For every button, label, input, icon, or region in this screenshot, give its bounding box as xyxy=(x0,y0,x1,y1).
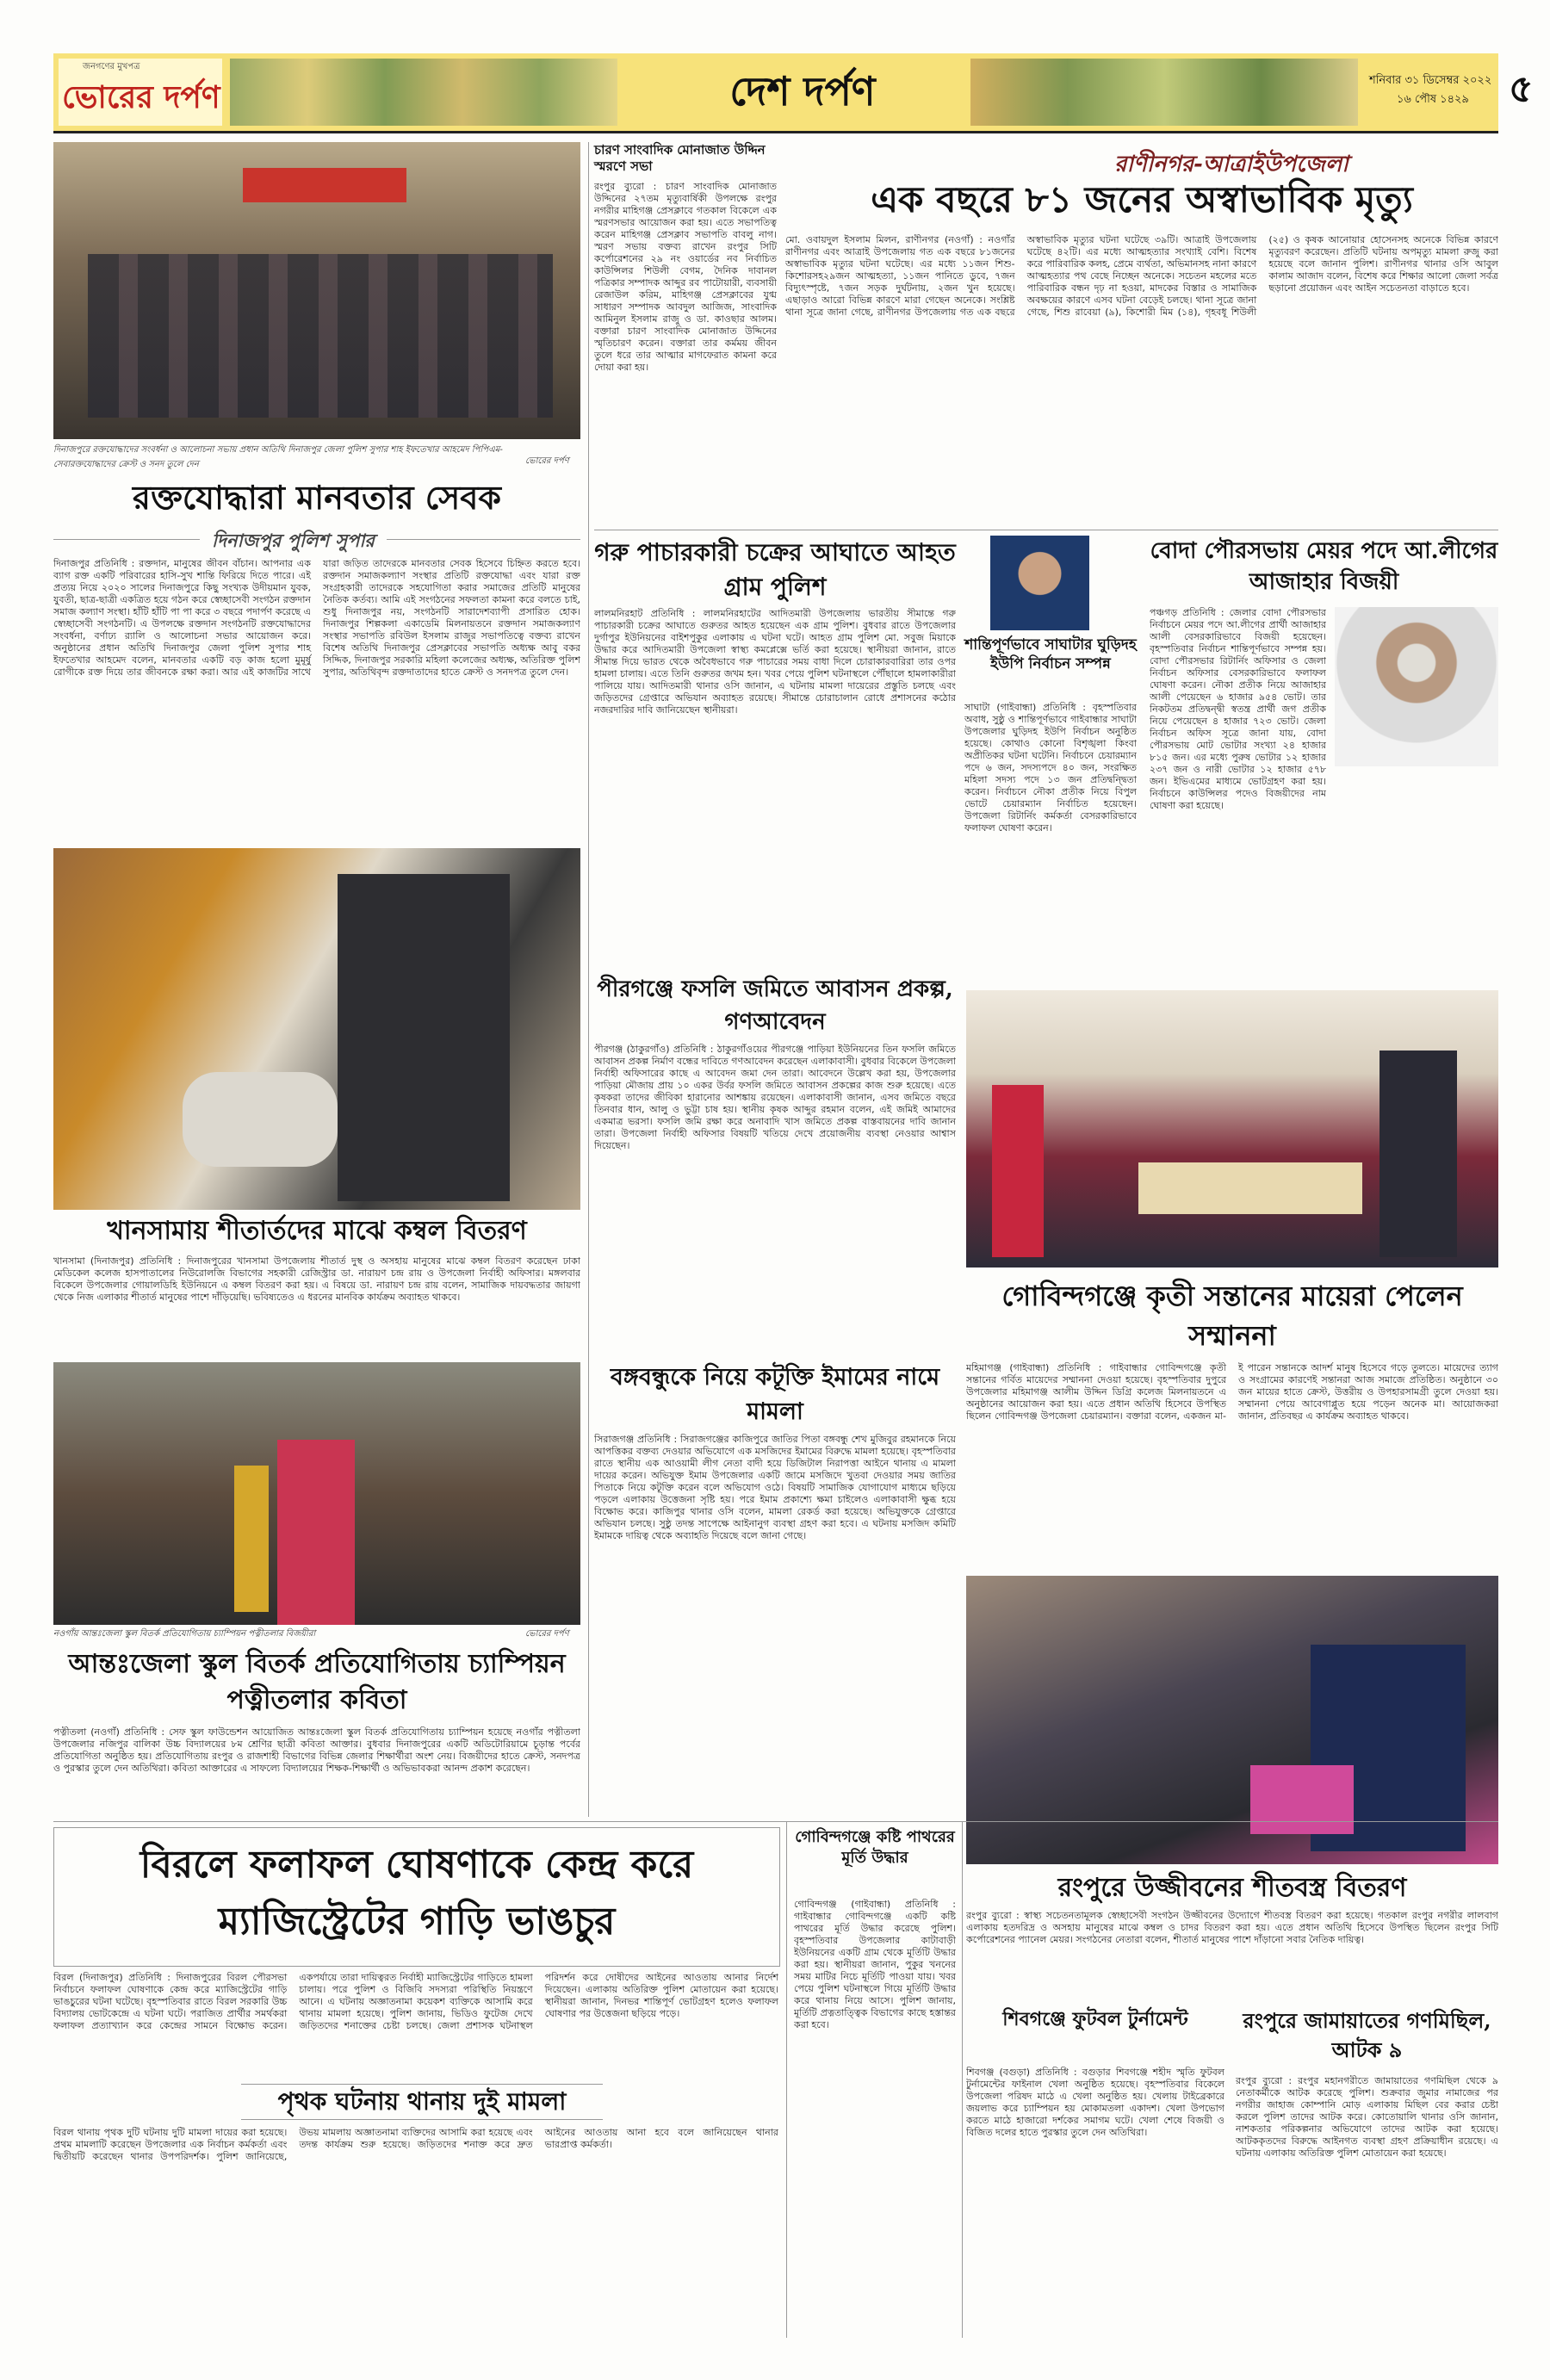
subhead-text: দিনাজপুর পুলিশ সুপার xyxy=(200,527,387,557)
section-title: দেশ দর্পণ xyxy=(729,68,876,115)
article-body-birol-magistrate: বিরল (দিনাজপুর) প্রতিনিধি : দিনাজপুরের বিরল পৌরসভা নির্বাচনে ফলাফল ঘোষণাকে কেন্দ্র করে ম্যাজিস্ট্রেটের গাড়ি ভাঙচুরের ঘটনা ঘটেছে। বৃহস্পতিবার রাতে বিরল সরকারি উচ্চ বিদ্যালয় ভোটকেন্দ্রে এ ঘটনা ঘটে। পরাজিত প্রার্থীর সমর্থকরা ফলাফল প্রত্যাখ্যান করে কেন্দ্রের সামনে বিক্ষোভ করেন। একপর্যায়ে তারা দায়িত্বরত নির্বাহী ম্যাজিস্ট্রেটের গাড়িতে হামলা চালায়। পরে পুলিশ ও বিজিবি সদস্যরা পরিস্থিতি নিয়ন্ত্রণে আনে। এ ঘটনায় অজ্ঞাতনামা কয়েকশ ব্যক্তিকে আসামি করে থানায় মামলা হয়েছে। পুলিশ জানায়, ভিডিও ফুটেজ দেখে জড়িতদের শনাক্তের চেষ্টা চলছে। জেলা প্রশাসক ঘটনাস্থল পরিদর্শন করে দোষীদের আইনের আওতায় আনার নির্দেশ দিয়েছেন। এলাকায় অতিরিক্ত পুলিশ মোতায়েন করা হয়েছে। স্থানীয়রা জানান, দিনভর শান্তিপূর্ণ ভোটগ্রহণ হলেও ফলাফল ঘোষণার পর উত্তেজনা ছড়িয়ে পড়ে। xyxy=(53,1972,778,2031)
paper-name: ভোরের দর্পণ xyxy=(62,79,220,115)
headline-jamaat-rally: রংপুরে জামায়াতের গণমিছিল, আটক ৯ xyxy=(1243,2008,1491,2062)
photo-caption: নওগাঁয় আন্তঃজেলা স্কুল বিতর্ক প্রতিযোগিতায় চ্যাম্পিয়ন পত্নীতলার বিজয়ীরা xyxy=(53,1629,316,1639)
article-body-statue-recovered: গোবিন্দগঞ্জ (গাইবান্ধা) প্রতিনিধি : গাইবান্ধার গোবিন্দগঞ্জে একটি কষ্টি পাথরের মূর্তি উদ্ধার করেছে পুলিশ। বৃহস্পতিবার উপজেলার কাটাবাড়ী ইউনিয়নের একটি গ্রাম থেকে মূর্তিটি উদ্ধার করা হয়। স্থানীয়রা জানান, পুকুর খননের সময় মাটির নিচে মূর্তিটি পাওয়া যায়। খবর পেয়ে পুলিশ ঘটনাস্থলে গিয়ে মূর্তিটি উদ্ধার করে থানায় নিয়ে আসে। পুলিশ জানায়, মূর্তিটি প্রত্নতাত্ত্বিক বিভাগের কাছে হস্তান্তর করা হবে। xyxy=(794,1899,956,2030)
photo-caption: দিনাজপুরে রক্তযোদ্ধাদের সংবর্ধনা ও আলোচনা সভায় প্রধান অতিথি দিনাজপুর জেলা পুলিশ সুপার শাহ ইফতেখার আহমেদ পিপিএম-সেবারক্তযোদ্ধাদের ক্রেস্ট ও সনদ তুলে দেন xyxy=(53,445,503,469)
headline-ghuridah-election: শান্তিপূর্ণভাবে সাঘাটার ঘুড়িদহ ইউপি নির্বাচন সম্পন্ন xyxy=(964,636,1137,672)
article-body-cattle-smugglers: লালমনিরহাট প্রতিনিধি : লালমনিরহাটের আদিতমারী উপজেলায় ভারতীয় সীমান্তে গরু পাচারকারী চক্রের আঘাতে গুরুতর আহত হয়েছেন এক গ্রাম পুলিশ। বুধবার রাতে উপজেলার দুর্গাপুর ইউনিয়নের বাইশপুকুর এলাকায় এ ঘটনা ঘটে। আহত গ্রাম পুলিশ মো. সবুজ মিয়াকে উদ্ধার করে আদিতমারী উপজেলা স্বাস্থ্য কমপ্লেক্সে ভর্তি করা হয়েছে। স্থানীয়রা জানান, রাতে সীমান্ত দিয়ে ভারত থেকে অবৈধভাবে গরু পাচারের সময় বাধা দিলে চোরাকারবারিরা তার ওপর হামলা চালায়। এতে তিনি গুরুতর জখম হন। খবর পেয়ে পুলিশ ঘটনাস্থলে পৌঁছালে হামলাকারীরা পালিয়ে যায়। আদিতমারী থানার ওসি জানান, এ ঘটনায় মামলা দায়েরের প্রস্তুতি চলছে এবং জড়িতদের গ্রেপ্তারে অভিযান অব্যাহত রয়েছে। সীমান্তে চোরাচালান রোধে প্রশাসনের কঠোর নজরদারির দাবি জানিয়েছেন স্থানীয়রা। xyxy=(594,608,956,716)
article-body-81-deaths: মো. ওবায়দুল ইসলাম মিলন, রাণীনগর (নওগাঁ) : নওগাঁর রাণীনগর এবং আত্রাই উপজেলায় গত এক বছরে ৮১জনের অস্বাভাবিক মৃত্যুর ঘটনা ঘটেছে। এর মধ্যে ১১জন শিশু-কিশোরসহ২৯জন আত্মহত্যা, ১১জন পানিতে ডুবে, ৭জন বিদ্যুৎস্পৃষ্টে, ৭জন সড়ক দুর্ঘটনায়, ২জন খুন হয়েছে। এছাড়াও আরো বিভিন্ন কারণে মারা গেছেন অনেকে। সংশ্লিষ্ট থানা সূত্রে জানা গেছে, রাণীনগর উপজেলায় গত এক বছরে অস্বাভাবিক মৃত্যুর ঘটনা ঘটেছে ৩৯টি। আত্রাই উপজেলায় ঘটেছে ৪২টি। এর মধ্যে আত্মহত্যার সংখ্যাই বেশি। বিশেষ করে পারিবারিক কলহ, প্রেমে ব্যর্থতা, অভিমানসহ নানা কারণে আত্মহত্যার পথ বেছে নিচ্ছেন অনেকে। সচেতন মহলের মতে পারিবারিক বন্ধন দৃঢ় না হওয়া, মাদকের বিস্তার ও সামাজিক অবক্ষয়ের কারণে এসব ঘটনা বেড়েই চলছে। থানা সূত্রে জানা গেছে, শিশু রাবেয়া (৯), কিশোরী মিম (১৪), গৃহবধূ শিউলী (২৫) ও কৃষক আনোয়ার হোসেনসহ অনেকে বিভিন্ন কারণে মৃত্যুবরণ করেছেন। প্রতিটি ঘটনায় অপমৃত্যু মামলা রুজু করা হয়েছে বলে জানান পুলিশ। রাণীনগর থানার ওসি আবুল কালাম আজাদ বলেন, বিশেষ করে শিক্ষার আলো জেলা সর্বত্র ছড়ানো প্রয়োজন এবং আইন সচেতনতা বাড়াতে হবে। xyxy=(785,234,1498,318)
headline-rangpur-winter-clothes: রংপুরে উজ্জীবনের শীতবস্ত্র বিতরণ xyxy=(1057,1873,1407,1903)
subhead-blood-donors xyxy=(53,527,580,551)
blood-donors-photo xyxy=(53,142,580,439)
headline-pirganj-housing: পীরগঞ্জে ফসলি জমিতে আবাসন প্রকল্প, গণআবেদন xyxy=(597,976,953,1035)
headline-khansama-blankets: খানসামায় শীতার্তদের মাঝে কম্বল বিতরণ xyxy=(107,1216,527,1246)
masthead-photo-strip-left xyxy=(230,59,617,126)
headline-cattle-smugglers: গরু পাচারকারী চক্রের আঘাতে আহত গ্রাম পুলিশ xyxy=(594,538,956,601)
headline-blood-donors: রক্তযোদ্ধারা মানবতার সেবক xyxy=(133,478,501,517)
column-rule xyxy=(962,1821,963,2338)
column-rule xyxy=(786,1821,787,2338)
column-rule xyxy=(588,142,589,1817)
mayor-portrait-photo xyxy=(1335,607,1498,766)
article-body-ghuridah-election: সাঘাটা (গাইবান্ধা) প্রতিনিধি : বৃহস্পতিবার অবাধ, সুষ্ঠু ও শান্তিপূর্ণভাবে গাইবান্ধার সাঘাটা উপজেলার ঘুড়িদহ ইউপি নির্বাচন অনুষ্ঠিত হয়েছে। কোথাও কোনো বিশৃঙ্খলা কিংবা অপ্রীতিকর ঘটনা ঘটেনি। নির্বাচনে চেয়ারম্যান পদে ৬ জন, সদস্যপদে ৪০ জন, সংরক্ষিত মহিলা সদস্য পদে ১৩ জন প্রতিদ্বন্দ্বিতা করেন। নির্বাচনে নৌকা প্রতীক নিয়ে বিপুল ভোটে চেয়ারম্যান নির্বাচিত হয়েছেন। উপজেলা রিটার্নিং কর্মকর্তা বেসরকারিভাবে ফলাফল ঘোষণা করেন। xyxy=(964,702,1137,834)
article-body-two-cases: বিরল থানায় পৃথক দুটি ঘটনায় দুটি মামলা দায়ের করা হয়েছে। প্রথম মামলাটি করেছেন উপজেলার এক নির্বাচন কর্মকর্তা এবং দ্বিতীয়টি করেছেন থানার উপপরিদর্শক। পুলিশ জানিয়েছে, উভয় মামলায় অজ্ঞাতনামা ব্যক্তিদের আসামি করা হয়েছে এবং তদন্ত কার্যক্রম শুরু হয়েছে। জড়িতদের শনাক্ত করে দ্রুত আইনের আওতায় আনা হবে বলে জানিয়েছেন থানার ভারপ্রাপ্ত কর্মকর্তা। xyxy=(53,2127,778,2162)
page-number: ৫ xyxy=(1509,67,1534,111)
photo-credit: ভোরের দর্পণ xyxy=(525,1629,569,1639)
mothers-honor-photo xyxy=(966,990,1498,1267)
headline-imam-case: বঙ্গবন্ধুকে নিয়ে কটূক্তি ইমামের নামে মামলা xyxy=(610,1364,940,1425)
headline-two-cases: পৃথক ঘটনায় থানায় দুই মামলা xyxy=(241,2084,603,2120)
article-body-boda-mayor: পঞ্চগড় প্রতিনিধি : জেলার বোদা পৌরসভার নির্বাচনে মেয়র পদে আ.লীগের প্রার্থী আজাহার আলী বেসরকারিভাবে বিজয়ী হয়েছেন। বৃহস্পতিবার নির্বাচন শান্তিপূর্ণভাবে সম্পন্ন হয়। বোদা পৌরসভার রিটার্নিং অফিসার ও জেলা নির্বাচন অফিসার বেসরকারিভাবে ফলাফল ঘোষণা করেন। নৌকা প্রতীক নিয়ে আজাহার আলী পেয়েছেন ৬ হাজার ৯৫৪ ভোট। তার নিকটতম প্রতিদ্বন্দ্বী স্বতন্ত্র প্রার্থী জগ প্রতীক নিয়ে পেয়েছেন ৪ হাজার ৭২৩ ভোট। জেলা নির্বাচন অফিস সূত্রে জানা যায়, বোদা পৌরসভায় মোট ভোটার সংখ্যা ২৪ হাজার ৮১৫ জন। এর মধ্যে পুরুষ ভোটার ১২ হাজার ২৩৭ জন ও নারী ভোটার ১২ হাজার ৫৭৮ জন। ইভিএমের মাধ্যমে ভোটগ্রহণ করা হয়। নির্বাচনে কাউন্সিলর পদেও বিজয়ীদের নাম ঘোষণা করা হয়েছে। xyxy=(1150,607,1326,811)
masthead xyxy=(53,53,1534,133)
headline-81-deaths: এক বছরে ৮১ জনের অস্বাভাবিক মৃত্যু xyxy=(871,178,1413,220)
article-body-blood-donors: দিনাজপুর প্রতিনিধি : রক্তদান, মানুষের জীবন বাঁচান। আপনার এক ব্যাগ রক্ত একটি পরিবারের হাসি-সুখ শান্তি ফিরিয়ে দিতে পারে। এই প্রত্যয় নিয়ে ২০২০ সালের দিনাজপুরে কিছু সংখ্যক উদীয়মান যুবক, যুবতী, ছাত্র-ছাত্রী একত্রিত হয়ে গঠন করে স্বেচ্ছাসেবী সংগঠন রক্তদান সমাজ কল্যাণ সংস্থা। হাঁটি হাঁটি পা পা করে ৩ বছরে পদার্পণ করেছে এ স্বেচ্ছাসেবী সংগঠনটি। এ উপলক্ষে রক্তদান সংগঠনটি রক্তযোদ্ধাদের সংবর্ধনা, বর্ণাঢ্য র‍্যালি ও আলোচনা সভার আয়োজন করে। অনুষ্ঠানের প্রধান অতিথি দিনাজপুর জেলা পুলিশ সুপার শাহ ইফতেখার আহমেদ বলেন, মানবতার একটি বড় কাজ হলো মুমূর্ষু রোগীকে রক্ত দিয়ে তার জীবনকে রক্ষা করা। আর এই কাজটির সাথে যারা জড়িত তাদেরকে মানবতার সেবক হিসেবে চিহ্নিত করতে হবে। রক্তদান সমাজকল্যাণ সংস্থার প্রতিটি রক্তযোদ্ধা এবং যারা রক্ত সংগ্রহকারী তাদেরকে সহযোগিতা করার সমাজের প্রতিটি মানুষের নৈতিক কর্তব্য। আমি এই সংগঠনের সফলতা কামনা করে বলতে চাই, শুধু দিনাজপুর নয়, সংগঠনটি সারাদেশব্যাপী প্রসারিত হোক। দিনাজপুর শিল্পকলা একাডেমি মিলনায়তনে রক্তদান সমাজকল্যাণ সংস্থার সভাপতি রবিউল ইসলাম রাজুর সভাপতিত্বে বক্তব্য রাখেন বিশেষ অতিথি দিনাজপুর প্রেসক্লাবের সভাপতি অধ্যক্ষ আবু বকর সিদ্দিক, দিনাজপুর সরকারি মহিলা কলেজের অধ্যক্ষ, অতিরিক্ত পুলিশ সুপার, অতিথিবৃন্দ রক্তদাতাদের হাতে ক্রেস্ট ও সনদপত্র তুলে দেন। xyxy=(53,558,580,678)
headline-box-birol xyxy=(53,1827,780,1967)
tagline: জনগণের মুখপত্র xyxy=(83,62,140,71)
article-body-khansama-blankets: খানসামা (দিনাজপুর) প্রতিনিধি : দিনাজপুরের খানসামা উপজেলায় শীতার্ত দুস্থ ও অসহায় মানুষের মাঝে কম্বল বিতরণ করেছেন ঢাকা মেডিকেল কলেজ হাসপাতালের নিউরোলজি বিভাগের সহকারী রেজিস্ট্রার ডা. নারায়ণ চন্দ্র রায় ও উপজেলা নির্বাহী অফিসার। মঙ্গলবার বিকেলে উপজেলার গোয়ালডিহি ইউনিয়নে এ কম্বল বিতরণ করা হয়। এ বিষয়ে ডা. নারায়ণ চন্দ্র রায় বলেন, সামাজিক দায়বদ্ধতার জায়গা থেকে নিজ এলাকার শীতার্ত মানুষের পাশে দাঁড়িয়েছি। ভবিষ্যতেও এ ধরনের মানবিক কার্যক্রম অব্যাহত থাকবে। xyxy=(53,1255,580,1303)
article-body-pirganj-housing: পীরগঞ্জ (ঠাকুরগাঁও) প্রতিনিধি : ঠাকুরগাঁওয়ের পীরগঞ্জে পাড়িয়া ইউনিয়নের তিন ফসলি জমিতে আবাসন প্রকল্প নির্মাণ বন্ধের দাবিতে গণআবেদন করেছেন এলাকাবাসী। বুধবার বিকেলে উপজেলা নির্বাহী অফিসারের কাছে এ আবেদন জমা দেন তারা। আবেদনে উল্লেখ করা হয়, উপজেলার পাড়িয়া মৌজায় প্রায় ১০ একর উর্বর ফসলি জমিতে আবাসন প্রকল্পের কাজ শুরু হয়েছে। এতে কৃষকরা তাদের জীবিকা হারানোর আশঙ্কায় রয়েছেন। এলাকাবাসী জানান, এসব জমিতে বছরে তিনবার ধান, আলু ও ভুট্টা চাষ হয়। স্থানীয় কৃষক আব্দুর রহমান বলেন, এই জমিই আমাদের একমাত্র ভরসা। ফসলি জমি রক্ষা করে অনাবাদি খাস জমিতে প্রকল্প বাস্তবায়নের দাবি জানান তারা। উপজেলা নির্বাহী অফিসার বিষয়টি খতিয়ে দেখে প্রয়োজনীয় ব্যবস্থা নেওয়ার আশ্বাস দিয়েছেন। xyxy=(594,1044,956,1151)
kicker-raninagar: রাণীনগর-আত্রাইউপজেলা xyxy=(1114,152,1348,177)
date-line-2: ১৬ পৌষ ১৪২৯ xyxy=(1397,93,1469,106)
article-body-debate-champion: পত্নীতলা (নওগাঁ) প্রতিনিধি : সেফ স্কুল ফাউন্ডেশন আয়োজিত আন্তঃজেলা স্কুল বিতর্ক প্রতিযোগিতায় চ্যাম্পিয়ন হয়েছে নওগাঁর পত্নীতলা উপজেলার নজিপুর বালিকা উচ্চ বিদ্যালয়ের ৮ম শ্রেণির ছাত্রী কবিতা আক্তার। বুধবার দিনাজপুরের একটি অডিটোরিয়ামে চূড়ান্ত পর্বের প্রতিযোগিতা অনুষ্ঠিত হয়। প্রতিযোগিতায় রংপুর ও রাজশাহী বিভাগের বিভিন্ন জেলার শিক্ষার্থীরা অংশ নেয়। বিজয়ীদের হাতে ক্রেস্ট, সনদপত্র ও পুরস্কার তুলে দেন অতিথিরা। কবিতা আক্তারের এ সাফল্যে বিদ্যালয়ের শিক্ষক-শিক্ষার্থী ও অভিভাবকরা আনন্দ প্রকাশ করেছেন। xyxy=(53,1726,580,1774)
debate-winners-photo xyxy=(53,1362,580,1625)
article-body-monajat-uddin: রংপুর ব্যুরো : চারণ সাংবাদিক মোনাজাত উদ্দিনের ২৭তম মৃত্যুবার্ষিকী উপলক্ষে রংপুর নগরীর মাহিগঞ্জ প্রেসক্লাবে গতকাল বিকেলে এক স্মরণসভার আয়োজন করা হয়। এতে সভাপতিত্ব করেন মাহিগঞ্জ প্রেসক্লাব সভাপতি বাবলু নাগ। স্মরণ সভায় বক্তব্য রাখেন রংপুর সিটি কর্পোরেশনের ২৯ নং ওয়ার্ডের নব নির্বাচিত কাউন্সিলর শিউলী বেগম, দৈনিক দাবানল পত্রিকার সম্পাদক আব্দুর রব পাটোয়ারী, ব্যবসায়ী রেজাউল করিম, মাহিগঞ্জ প্রেসক্লাবের যুগ্ম সাধারণ সম্পাদক আবদুল আজিজ, সাংবাদিক আমিনুল ইসলাম রাজু ও ডা. কাওছার আলম। বক্তারা চারণ সাংবাদিক মোনাজাত উদ্দিনের স্মৃতিচারণ করেন। বক্তারা তার কর্মময় জীবন তুলে ধরে তার আত্মার মাগফেরাত কামনা করে দোয়া করা হয়। xyxy=(594,181,777,373)
headline-statue-recovered: গোবিন্দগঞ্জে কষ্টি পাথরের মূর্তি উদ্ধার xyxy=(795,1828,955,1867)
headline-boda-mayor: বোদা পৌরসভায় মেয়র পদে আ.লীগের আজাহার বিজয়ী xyxy=(1150,538,1498,595)
masthead-photo-strip-right xyxy=(970,59,1358,126)
photo-credit: ভোরের দর্পণ xyxy=(525,456,569,466)
headline-shibganj-football: শিবগঞ্জে ফুটবল টুর্নামেন্ট xyxy=(1002,2008,1188,2030)
headline-debate-champion: আন্তঃজেলা স্কুল বিতর্ক প্রতিযোগিতায় চ্যাম্পিয়ন পত্নীতলার কবিতা xyxy=(68,1649,566,1715)
masthead-brand xyxy=(59,59,222,126)
headline-monajat-uddin: চারণ সাংবাদিক মোনাজাত উদ্দিন স্মরণে সভা xyxy=(594,142,766,174)
date-line-1: শনিবার ৩১ ডিসেম্বর ২০২২ xyxy=(1369,74,1492,87)
headline-birol-magistrate: বিরলে ফলাফল ঘোষণাকে কেন্দ্র করে ম্যাজিস্ট্রেটের গাড়ি ভাঙচুর xyxy=(140,1843,694,1943)
article-body-rangpur-winter-clothes: রংপুর ব্যুরো : স্বাস্থ্য সচেতনতামূলক স্বেচ্ছাসেবী সংগঠন উজ্জীবনের উদ্যোগে শীতবস্ত্র বিতরণ করা হয়েছে। গতকাল রংপুর নগরীর লালবাগ এলাকায় হতদরিদ্র ও অসহায় মানুষের মাঝে কম্বল ও চাদর বিতরণ করা হয়। এতে প্রধান অতিথি হিসেবে উপস্থিত ছিলেন রংপুর সিটি কর্পোরেশনের প্যানেল মেয়র। সংগঠনের নেতারা বলেন, শীতার্ত মানুষের পাশে দাঁড়ানো সবার নৈতিক দায়িত্ব। xyxy=(966,1910,1498,1945)
article-body-gobindaganj-mothers: মহিমাগঞ্জ (গাইবান্ধা) প্রতিনিধি : গাইবান্ধার গোবিন্দগঞ্জে কৃতী সন্তানের গর্বিত মায়েদের সম্মাননা দেওয়া হয়েছে। বৃহস্পতিবার দুপুরে উপজেলার মহিমাগঞ্জ আলীম উদ্দিন ডিগ্রি কলেজ মিলনায়তনে এ অনুষ্ঠানের আয়োজন করা হয়। এতে প্রধান অতিথি হিসেবে উপস্থিত ছিলেন গোবিন্দগঞ্জ উপজেলা চেয়ারম্যান। বক্তারা বলেন, একজন মা-ই পারেন সন্তানকে আদর্শ মানুষ হিসেবে গড়ে তুলতে। মায়েদের ত্যাগ ও সংগ্রামের কারণেই সন্তানরা আজ সমাজে প্রতিষ্ঠিত। অনুষ্ঠানে ৩০ জন মায়ের হাতে ক্রেস্ট, উত্তরীয় ও উপহারসামগ্রী তুলে দেওয়া হয়। সম্মাননা পেয়ে আবেগাপ্লুত হয়ে পড়েন অনেক মা। আয়োজকরা জানান, প্রতিবছর এ কার্যক্রম অব্যাহত থাকবে। xyxy=(966,1362,1498,1422)
article-body-shibganj-football: শিবগঞ্জ (বগুড়া) প্রতিনিধি : বগুড়ার শিবগঞ্জে শহীদ স্মৃতি ফুটবল টুর্নামেন্টের ফাইনাল খেলা অনুষ্ঠিত হয়েছে। বৃহস্পতিবার বিকেলে উপজেলা পরিষদ মাঠে এ খেলা অনুষ্ঠিত হয়। খেলায় টাইব্রেকারে জয়লাভ করে চ্যাম্পিয়ন হয় মোকামতলা একাদশ। খেলা উপভোগ করতে মাঠে হাজারো দর্শকের সমাগম ঘটে। খেলা শেষে বিজয়ী ও বিজিত দলের হাতে পুরস্কার তুলে দেন অতিথিরা। xyxy=(966,2067,1224,2138)
section-rule xyxy=(53,1821,1498,1822)
headline-gobindaganj-mothers: গোবিন্দগঞ্জে কৃতী সন্তানের মায়েরা পেলেন সম্মাননা xyxy=(1001,1280,1463,1352)
blanket-distribution-photo xyxy=(53,848,580,1210)
candidate-portrait-photo xyxy=(990,536,1089,630)
article-body-jamaat-rally: রংপুর ব্যুরো : রংপুর মহানগরীতে জামায়াতের গণমিছিল থেকে ৯ নেতাকর্মীকে আটক করেছে পুলিশ। শুক্রবার জুমার নামাজের পর নগরীর জাহাজ কোম্পানি মোড় এলাকায় মিছিল বের করার চেষ্টা করলে পুলিশ তাদের আটক করে। কোতোয়ালি থানার ওসি জানান, নাশকতার পরিকল্পনার অভিযোগে তাদের আটক করা হয়েছে। আটককৃতদের বিরুদ্ধে আইনগত ব্যবস্থা গ্রহণ প্রক্রিয়াধীন রয়েছে। এ ঘটনায় এলাকায় অতিরিক্ত পুলিশ মোতায়েন করা হয়েছে। xyxy=(1236,2075,1498,2159)
article-body-imam-case: সিরাজগঞ্জ প্রতিনিধি : সিরাজগঞ্জের কাজিপুরে জাতির পিতা বঙ্গবন্ধু শেখ মুজিবুর রহমানকে নিয়ে আপত্তিকর বক্তব্য দেওয়ার অভিযোগে এক মসজিদের ইমামের বিরুদ্ধে মামলা হয়েছে। বৃহস্পতিবার রাতে স্থানীয় এক আওয়ামী লীগ নেতা বাদী হয়ে ডিজিটাল নিরাপত্তা আইনে থানায় এ মামলা দায়ের করেন। অভিযুক্ত ইমাম উপজেলার একটি জামে মসজিদে খুতবা দেওয়ার সময় জাতির পিতাকে নিয়ে কটূক্তি করেন বলে অভিযোগ ওঠে। বিষয়টি সামাজিক যোগাযোগ মাধ্যমে ছড়িয়ে পড়লে এলাকায় উত্তেজনা সৃষ্টি হয়। পরে ইমাম প্রকাশ্যে ক্ষমা চাইলেও এলাকাবাসী ক্ষুব্ধ হয়ে বিক্ষোভ করে। কাজিপুর থানার ওসি বলেন, মামলা রেকর্ড করা হয়েছে। অভিযুক্তকে গ্রেপ্তারে অভিযান চলছে। সুষ্ঠু তদন্ত সাপেক্ষে আইনানুগ ব্যবস্থা গ্রহণ করা হবে। এ ঘটনায় মসজিদ কমিটি ইমামকে দায়িত্ব থেকে অব্যাহতি দিয়েছে বলে জানা গেছে। xyxy=(594,1434,956,1541)
